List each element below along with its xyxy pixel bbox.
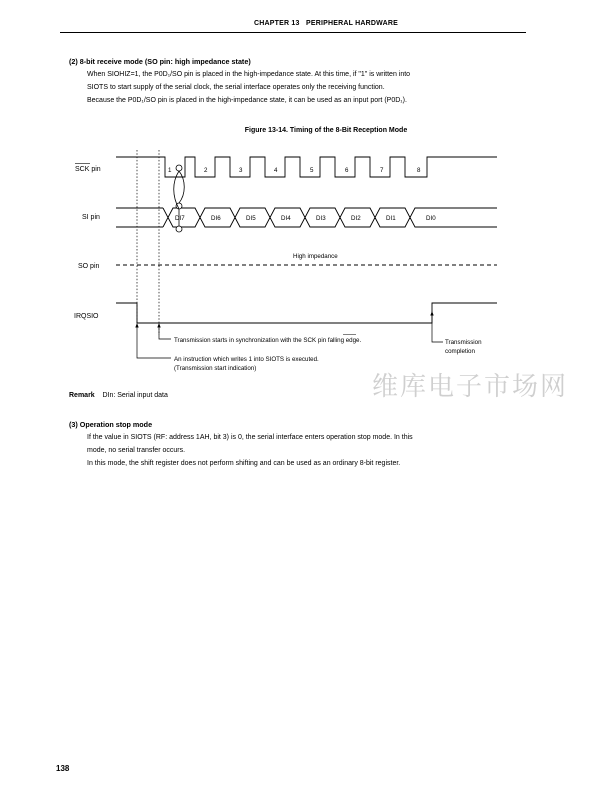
clock-number: 5 [310, 167, 314, 174]
page-number: 138 [56, 764, 70, 773]
data-bit: DI0 [426, 215, 436, 222]
section-3-line-3: In this mode, the shift register does not perform shifting and can be used as an ordinary 8-bit register. [87, 460, 401, 467]
section-2-line-1: When SIOHIZ=1, the P0D₁/SO pin is placed in the high-impedance state. At this time, if "1" is written into [87, 71, 411, 78]
data-bit: DI7 [175, 215, 185, 222]
remark [69, 392, 168, 399]
remark-label: Remark [69, 392, 95, 399]
annotation-arrows [137, 314, 443, 358]
remark-text: DIn: Serial input data [102, 392, 168, 399]
sck-waveform [116, 157, 497, 177]
clock-number: 4 [274, 167, 278, 174]
section-2-title: (2) 8-bit receive mode (SO pin: high impedance state) [69, 57, 251, 66]
section-2-line-2: SIOTS to start supply of the serial clock, the serial interface operates only the receiving function. [87, 84, 385, 91]
watermark: 维库电子市场网 [372, 372, 569, 402]
section-3-line-1: If the value in SIOTS (RF: address 1AH, bit 3) is 0, the serial interface enters operation stop mode. In this [87, 434, 413, 441]
clock-number: 1 [168, 167, 172, 174]
section-3-line-2: mode, no serial transfer occurs. [87, 447, 186, 454]
annotation-instruction-2: (Transmission start indication) [174, 365, 257, 372]
annotation-complete-1: Transmission [445, 339, 482, 346]
si-pin-label: SI pin [82, 214, 100, 221]
arrow-heads [135, 311, 433, 328]
data-bit: DI5 [246, 215, 256, 222]
sck-pin-label: SCK pin [75, 166, 101, 173]
so-pin-label: SO pin [78, 263, 100, 270]
data-bit: DI2 [351, 215, 361, 222]
clock-number: 8 [417, 167, 421, 174]
data-bit: DI1 [386, 215, 396, 222]
irq-waveform [116, 303, 497, 323]
annotation-sync: Transmission starts in synchronization with the SCK pin falling edge. [174, 337, 362, 344]
chapter-title: PERIPHERAL HARDWARE [306, 20, 398, 27]
section-3-body [87, 431, 413, 470]
clock-numbers [168, 167, 421, 174]
si-waveform [116, 208, 497, 227]
data-bit: DI6 [211, 215, 221, 222]
clock-number: 7 [380, 167, 384, 174]
section-2-line-3: Because the P0D₁/SO pin is placed in the high-impedance state, it can be used as an input port (P0D₁). [87, 97, 407, 104]
data-bit: DI4 [281, 215, 291, 222]
annotation-complete-2: completion [445, 348, 475, 355]
sck-pin-name: SCK [75, 166, 90, 173]
annotation-sck: SCK [303, 337, 317, 344]
annotation-instruction-1: An instruction which writes 1 into SIOTS is executed. [174, 356, 319, 363]
chapter-label: CHAPTER 13 [254, 20, 300, 27]
irq-pin-label: IRQSIO [74, 313, 99, 320]
clock-number: 2 [204, 167, 208, 174]
clock-number: 3 [239, 167, 243, 174]
high-impedance-label: High impedance [293, 253, 338, 260]
section-3-title: (3) Operation stop mode [69, 420, 153, 429]
data-bit: DI3 [316, 215, 326, 222]
clock-number: 6 [345, 167, 349, 174]
figure-caption: Figure 13-14. Timing of the 8-Bit Reception Mode [244, 127, 408, 134]
